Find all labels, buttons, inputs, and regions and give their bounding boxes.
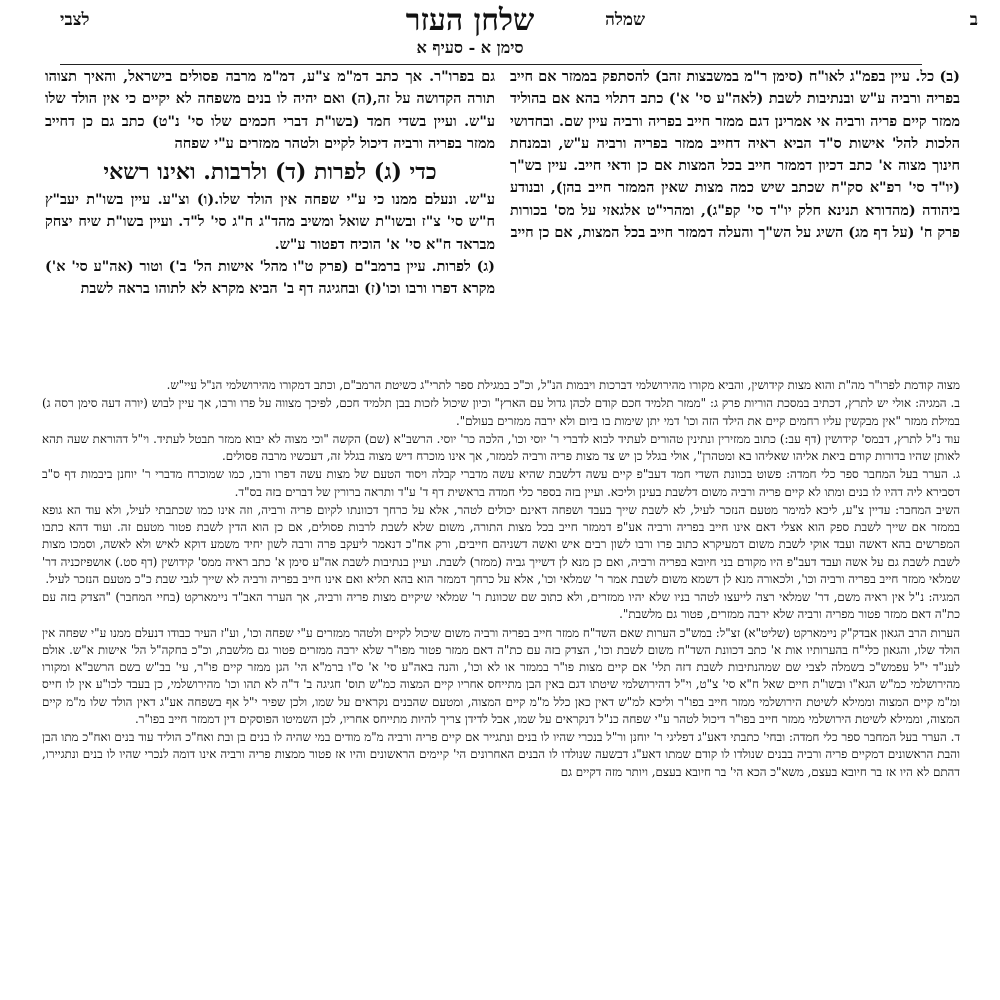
- footnote-paragraph: עוד נ"ל לתרץ, דבמס' קידושין (דף עב:) כתוב ממזירין ונתינין טהורים לעתיד לבוא לדברי ר' יוסי וכו', הלכה כר' יוסי. הרשב"א (שם) הקשה "וכי מצוה לא יבוא ממזר תבטל לעתיד. וי"ל דהוראת שעה תהא לאותן שהיו בדורות קודם ביאת אליהו שאליהו בא ומטהרן", אולי בגלל כן יש צד מצות פריה ורביה לממזר, אך אינו מוכרח דיש מצוה בגלל זה, דעכשיו מרבה פסולים.: [42, 431, 960, 463]
- two-column-section: [45, 66, 960, 371]
- book-title: שלחן העזר: [405, 3, 535, 38]
- header-parsha: שמלה: [605, 10, 645, 30]
- footnote-paragraph: ד. הערר בעל המחבר ספר כלי חמדה: ובחי' כתבתי דאע"ג דפליגי ר' יוחנן ור"ל בנכרי שהיו לו בנים ונתגייר אם קיים פריה ורביה מ"מ מודים במי שהיה לו בנים בן ובת ואח"כ הוליד עוד בנים ואח"כ מתו הבן והבת הראשונים דמקיים פריה ורביה בבנים שנולדו לו קודם שמתו דאע"ג דבשעה שנולדו לו הבנים האחרונים הי' קיימים הראשונים והיו אז פטור ממצות פריה ורביה אינו דומה לנכרי שהיו לו בנים ונתגיירו, דהתם לא היו אז בר חיובא בעצם, משא"כ הכא הי' בר חיובא בעצם, ויותר מזה דקיים גם: [42, 730, 960, 779]
- commentary-paragraph: ע"ש. ונעלם ממנו כי ע"י שפחה אין הולד שלו.(ו) וצ"ע. עיין בשו"ת יעב"ץ ח"ש סי' צ"ז ובשו"ת שואל ומשיב מהד"ג ח"ג סי' ל"ד. ועיין בשו"ת שיח יצחק מבראד ח"א סי' א' הוכיח דפטור ע"ש.: [45, 191, 495, 253]
- footnote-paragraph: המגיה: נ"ל אין ראיה משם, דר' שמלאי רצה לייעצו לטהר בניו שלא יהיו ממזרים, ולא כתוב שם שכוונת ר' שמלאי שיקיים מצות פריה ורביה, אך הערר האב"ד ניימארקט (בחיי המחבר) "הצדק בזה עם כת"ה דאם ממזר פטור מפריה ורביה שלא ירבה ממזרים, פטור גם מלשבת".: [42, 590, 960, 622]
- left-column: [45, 66, 495, 371]
- header-commentary-name: לצבי: [60, 10, 90, 30]
- commentary-paragraph: (ג) לפרות. עיין ברמב"ם (פרק ט"ו מהל' אישות הל' ב') וטור (אה"ע סי' א') מקרא דפרו ורבו וכו'(ז) ובחגיגה דף ב' הביא מקרא לא לתוהו בראה לשבת: [45, 258, 495, 298]
- page-header: [0, 4, 1000, 60]
- footnote-paragraph: השיב המחבר: עדיין צ"ע, ליכא למימר מטעם הנזכר לעיל, לא לשבת שייך בעבד ושפחה דאינם יכולים לטהר, אלא על כרחך דכוונתו לקיום פריה ורביה, וזה אינו כמו שכתבתי לעיל, ולא עוד הא גופא בממזר אם שייך לשבת ספק הוא אצלי דאם אינו חייב בפריה ורביה אע"פ דממזר חייב בכל מצות התורה, משום שלא לשבת לרבות פסולים, אם כן הוא הדין לשבת פטור מטעם זה. ועוד דהא כתבו המפרשים בהא דאשה ועבד אוקי לשבת משום דמעיקרא כתוב פרו ורבו לשון רבים איש ואשה דשניהם חייבים, ורק אח"כ דנאמר ליעקב פרה ורבה לשון יחיד משמע דוקא לאיש ולא לאשה, וסמכו מצות לשבת לשבת גם על אשה ועבד דעב"פ היו מקודם בני חיובא בפריה ורביה, ואם כן מנא לן דשייך גביה (ממזר) לשבת. ועיין בנתיבות לשבת אה"ע סימן א' כתב ראיה ממס' קידושין (דף סט.) אושפיזכניה דר' שמלאי ממזר חייב בפריה ורביה וכו', ולכאורה מנא לן דשמא משום לשבת אמר ר' שמלאי וכו', אלא על כרחך דממזר הוא בהא תליא ואם אינו חייב בפריה ורביה לא שייך לגבי שבת כ"כ מטעם הנזכר לעיל.: [42, 502, 960, 586]
- section-subtitle: סימן א - סעיף א: [416, 38, 524, 57]
- footnote-paragraph: מצוה קודמת לפרו"ר מה"ת והוא מצות קידושין, והביא מקורו מהירושלמי דברכות ויבמות הנ"ל, וכ"כ במגילת ספר לתרי"ג כשיטת הרמב"ם, וכתב דמקורו מהירושלמי הנ"ל עיי"ש.: [166, 378, 960, 392]
- header-rule: [60, 64, 922, 65]
- footnote-paragraph: הערות הרב הגאון אבדק"ק ניימארקט (שליט"א) זצ"ל: במש"כ הערות שאם השד"ח ממזר חייב בפריה ורביה משום שיכול לקיים ולטהר ממזרים ע"י שפחה וכו', וע"ז העיר כבודו דנעלם ממנו ע"י שפחה אין הולד שלו, והגאון כלי"ח בהערותיו אות א' כתב דכוונת השד"ח משום לשבת וכו', הצדק בזה עם כת"ה דאם ממזר פטור מפו"ר שלא ירבה ממזרים פטור גם מלשבת, וכ"כ בחקה"ל הל' אישות א"ש. אולם לענ"ד י"ל עפמש"כ בשמלה לצבי שם שמהנתיבות לשבת דזה תלי' אם קיים מצות פו"ר בממזר או לא וכו', והנה באה"ע סי' א' ס"ו ברמ"א הי' הגן ממזר קיים פו"ר, עי' בב"ש בשם הרשב"א ומקורו מהירושלמי כמ"ש הגא"ו ובשו"ת חיים שאל ח"א סי' צ"ט, וי"ל דהירושלמי שיטתו דגם באין הבן מתייחס אחריו קיים המצוה כמ"ש תוס' חגיגה ב' ד"ה לא תהו וכו' מהירושלמי, כן בעבד לכו"ע אין לו חייס ומ"מ קיים המצוה וממילא לשיטת הירושלמי ממזר חייב בפו"ר וליכא למ"ש דאין כאן כלל מ"מ קיים המצוה, ומטעם שהבנים נקראים על שמו, ולכן שפיר י"ל אף בשפחה אע"ג דאין הולד שלו מ"מ קיים המצוה, וממילא לשיטת הירושלמי ממזר חייב בפו"ר דיכול לטהר ע"י שפחה כנ"ל דנקראים על שמו, אבל לדידן צריך להיות מתייחס אחריו, לכן השמיטו הפוסקים דין דממזר חייב בפו"ר.: [42, 625, 960, 726]
- commentary-paragraph: גם בפרו"ר. אך כתב דמ"מ צ"ע, דמ"מ מרבה פסולים בישראל, והאיך תצוהו תורה הקדושה על זה,(ה) ואם יהיה לו בנים משפחה לא יקיים כי אין הולד שלו ע"ש. ועיין בשדי חמד (בשו"ת דברי חכמים שלו סי' נ"ט) כתב גם כן דחייב ממזר בפריה ורביה דיכול לקיים ולטהר ממזרים ע"י שפחה: [45, 68, 495, 152]
- footnote-paragraph: ב. המגיה: אולי יש לתרץ, דכתיב במסכת הוריות פרק ג: "ממזר תלמיד חכם קודם לכהן גדול עם הארץ" וכיון שיכול לזכות בבן תלמיד חכם, לפיכך מצווה על פרו ורבו, אך עיין לבוש (יורה דעה סימן רסה ג) במילת ממזר "אין מבקשין עליו רחמים קיים את הילד הזה וכו' דמי יתן שימות בו ביום ולא ירבה ממזרים בעולם".: [42, 396, 960, 428]
- commentary-paragraph: (ב) כל. עיין בפמ"ג לאו"ח (סימן ר"מ במשבצות זהב) להסתפק בממזר אם חייב בפריה ורביה ע"ש ובנתיבות לשבת (לאה"ע סי' א') כתב דתלוי בהא אם בהוליד ממזר קיים פריה ורביה אי אמרינן דגם ממזר חייב בפריה ורביה עיין שם. ובחדושי הלכות להל' אישות ס"ד הביא ראיה דחייב ממזר בפריה ורביה ע"ש, ובמנחת חינוך מצוה א' כתב דכיון דממזר חייב בכל המצות אם כן ודאי חייב. עיין בש"ך (יו"ד סי' רפ"א סק"ח שכתב שיש כמה מצות שאין הממזר חייב בהן), ובנודע ביהודה (מהדורא תנינא חלק יו"ד סי' קפ"ג), ומהרי"ט אלגאזי על מס' בכורות פרק ח' (על דף מג) השיג על הש"ך והעלה דממזר חייב בכל המצות, אם כן חייב: [510, 68, 960, 242]
- page-number: ב: [969, 10, 978, 30]
- main-text-line: כדי (ג) לפרות (ד) ולרבות. ואינו רשאי: [103, 159, 437, 186]
- footnotes-section: [42, 377, 960, 992]
- right-column: [510, 66, 960, 371]
- footnote-paragraph: ג. הערר בעל המחבר ספר כלי חמדה: פשוט בכוונת השדי חמד דעב"פ קיים עשה דלשבת שהיא עשה מדברי קבלה ויסוד הטעם של מצות עשה דפרו ורבו, כמו שמוכרח מדברי ר' יוחנן ביבמות דף ס"ב דסבירא ליה דהיו לו בנים ומתו לא קיים פריה ורביה משום דלשבת בעינן וליכא. ועיין בזה בספר כלי חמדה בראשית דף ד' ע"ד ותראה ברורין של דברים בזה בס"ד.: [42, 467, 960, 499]
